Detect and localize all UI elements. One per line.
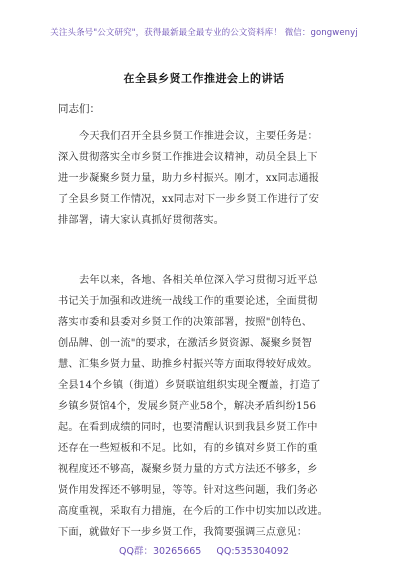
salutation: 同志们： (58, 103, 100, 115)
paragraph-line: 了全县乡贤工作情况，xx同志对下一步乡贤工作进行了安 (58, 194, 320, 205)
paragraph-line: 今天我们召开全县乡贤工作推进会议，主要任务是： (79, 131, 318, 142)
paragraph-line: 深入贯彻落实全市乡贤工作推进会议精神，动员全县上下 (58, 152, 318, 163)
paragraph-line: 高度重视，采取有力措施，在今后的工作中切实加以改进。 (58, 506, 329, 517)
document-title: 在全县乡贤工作推进会上的讲话 (123, 72, 285, 85)
paragraph-line: 起。在看到成绩的同时，也要清醒认识到我县乡贤工作中 (58, 422, 318, 433)
paragraph-line: 落实市委和县委对乡贤工作的决策部署，按照"创特色、 (58, 317, 313, 328)
footer-qq-group: QQ群：30265665 (119, 546, 202, 557)
paragraph-line: 全县14个乡镇（街道）乡贤联谊组织实现全覆盖，打造了 (58, 380, 321, 391)
paragraph-line: 视程度还不够高，凝聚乡贤力量的方式方法还不够多，乡 (58, 464, 318, 475)
paragraph-1 (58, 126, 354, 231)
paragraph-2 (58, 270, 354, 543)
paragraph-line: 书记关于加强和改进统一战线工作的重要论述，全面贯彻 (58, 296, 318, 307)
paragraph-line: 进一步凝聚乡贤力量，助力乡村振兴。刚才，xx同志通报 (58, 173, 320, 184)
paragraph-line: 去年以来，各地、各相关单位深入学习贯彻习近平总 (79, 275, 318, 286)
paragraph-line: 创品牌、创一流"的要求，在激活乡贤资源、凝聚乡贤智 (58, 338, 313, 349)
paragraph-line: 慧、汇集乡贤力量、助推乡村振兴等方面取得较好成效。 (58, 359, 318, 370)
paragraph-line: 乡镇乡贤馆4个，发展乡贤产业58个，解决矛盾纠纷156 (58, 401, 317, 412)
header-note: 关注头条号"公文研究"，获得最新最全最专业的公文资料库！ 微信：gongwenyj (50, 28, 358, 38)
paragraph-line: 排部署，请大家认真抓好贯彻落实。 (58, 215, 225, 226)
paragraph-line: 下面，就做好下一步乡贤工作，我简要强调三点意见： (58, 527, 308, 538)
paragraph-line: 贤作用发挥还不够明显，等等。针对这些问题，我们务必 (58, 485, 318, 496)
footer (0, 543, 408, 557)
footer-qq-contact: QQ:535304092 (216, 546, 289, 557)
paragraph-line: 还存在一些短板和不足。比如，有的乡镇对乡贤工作的重 (58, 443, 318, 454)
